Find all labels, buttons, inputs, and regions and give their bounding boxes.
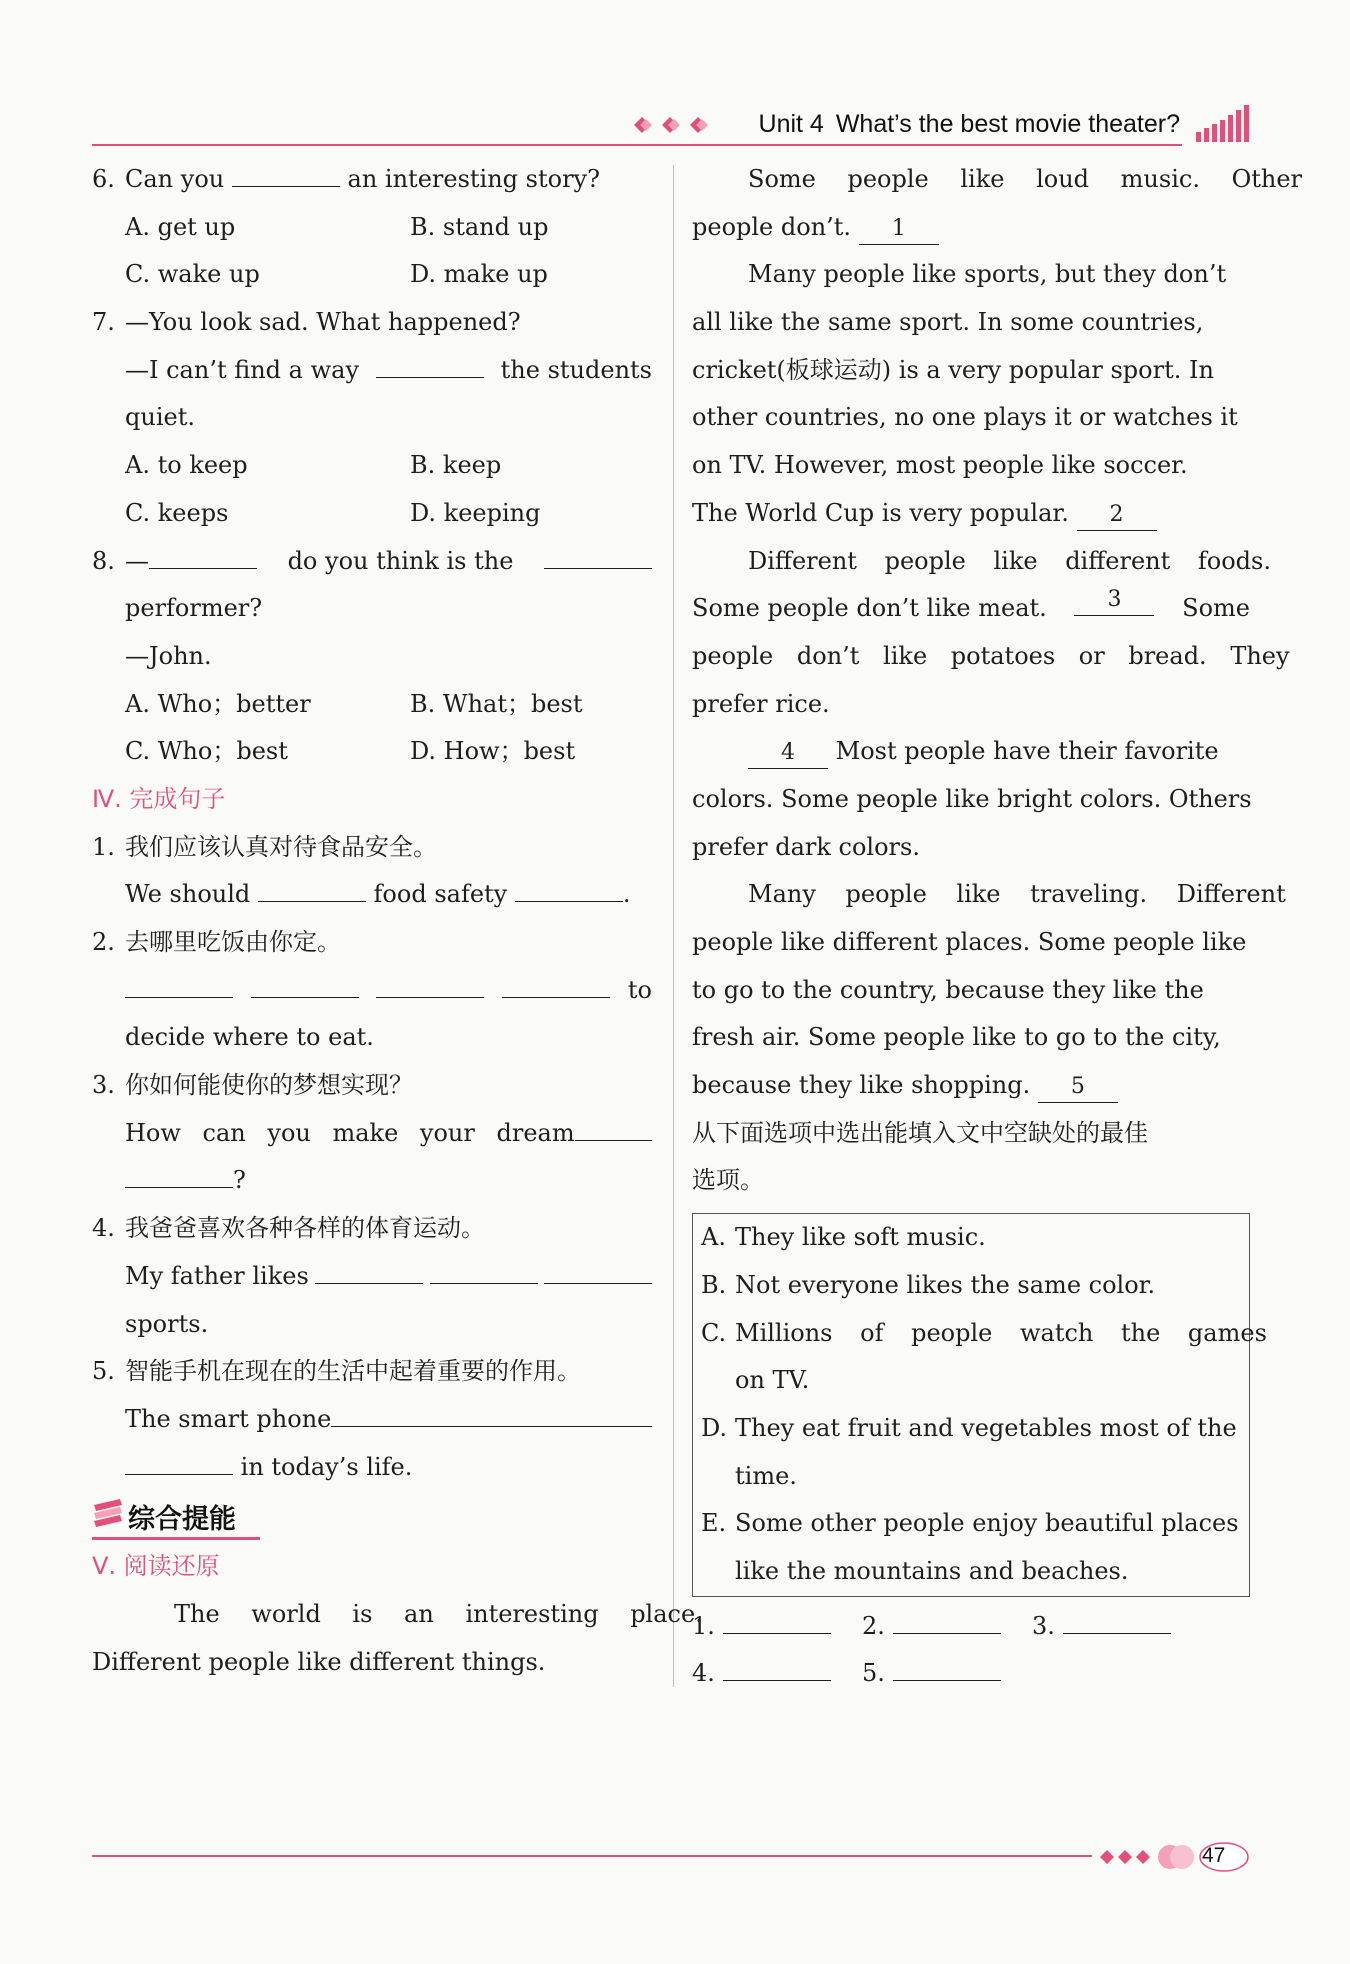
section-banner-comprehensive: [92, 1491, 652, 1543]
answer-blank[interactable]: [544, 1253, 652, 1284]
book-stack-icon: [92, 1495, 126, 1535]
q8-dash: —: [125, 546, 149, 575]
answer-blank[interactable]: [376, 347, 484, 378]
option-text: They eat fruit and vegetables most of the: [735, 1413, 1237, 1442]
answer-blank[interactable]: [544, 538, 652, 569]
answer-blank[interactable]: [723, 1650, 831, 1681]
passage-p5-l3: to go to the country, because they like the: [692, 975, 1204, 1004]
passage-p1-l1: [692, 156, 1303, 204]
section-underline: [92, 1537, 260, 1540]
s5-answer-text: [125, 1396, 652, 1444]
s1-text-a: We should: [125, 880, 251, 909]
question-number: 6.: [92, 165, 115, 193]
page-badge-icon: [1096, 1842, 1252, 1872]
option-b[interactable]: B. keep: [410, 451, 502, 480]
header-rule: [92, 144, 1182, 146]
answer-number: 5.: [862, 1659, 885, 1688]
answer-blank[interactable]: [125, 1157, 233, 1188]
sentence-3: [92, 1062, 652, 1110]
chinese-prompt: 你如何能使你的梦想实现？: [125, 1071, 413, 1100]
answer-blank[interactable]: [502, 967, 610, 998]
answer-blank-1[interactable]: 1: [859, 214, 939, 245]
s3-line3-text: [125, 1157, 652, 1205]
option-d[interactable]: D. keeping: [410, 498, 541, 527]
q7-text-b: the students: [500, 355, 652, 384]
footer-rule: [92, 1855, 1092, 1857]
s1-text-b: food safety: [373, 880, 508, 909]
option-key: A.: [701, 1223, 726, 1252]
answer-blank[interactable]: [232, 156, 340, 187]
answer-blank[interactable]: [1063, 1603, 1171, 1634]
answer-blank[interactable]: [149, 538, 257, 569]
passage-p4-l2: colors. Some people like bright colors. Others: [692, 784, 1252, 813]
item-number: 2.: [92, 928, 115, 956]
s1-period: .: [622, 880, 631, 909]
option-c-cont: [697, 1357, 1245, 1405]
answer-number: 3.: [1032, 1611, 1055, 1640]
passage-p3-l2: [692, 585, 1250, 633]
sentence-5: [92, 1348, 652, 1396]
q8-text-b: performer?: [125, 594, 263, 623]
diamond-icon: [630, 112, 720, 138]
answer-number: 2.: [862, 1611, 885, 1640]
passage-p2-l3: cricket(板球运动) is a very popular sport. In: [692, 355, 1214, 384]
options-box: [692, 1213, 1267, 1597]
answer-blank[interactable]: [545, 1396, 652, 1427]
question-number: 7.: [92, 308, 115, 337]
option-b[interactable]: B. What；best: [410, 689, 583, 718]
option-c[interactable]: C. keeps: [125, 498, 229, 527]
page-number: 47: [1202, 1844, 1226, 1867]
passage-text: Most people have their favorite: [835, 737, 1219, 766]
option-key: D.: [701, 1413, 728, 1442]
q7-options-row-2: [92, 490, 652, 538]
s4-text: My father likes: [125, 1261, 309, 1290]
passage-p2-l1: Many people like sports, but they don’t: [748, 260, 1227, 289]
passage-p5-l5: [692, 1062, 1250, 1110]
answer-slot-4: [692, 1650, 831, 1698]
passage-text: Different people like different foods.: [748, 546, 1271, 575]
unit-title: [759, 110, 1180, 139]
answer-slot-1: [692, 1603, 831, 1651]
instruction-line-2: 选项。: [692, 1166, 764, 1195]
answer-blank-3[interactable]: 3: [1074, 585, 1154, 616]
sentence-3-answer: [92, 1110, 652, 1158]
passage-p5-l1: [692, 871, 1286, 919]
sentence-4: [92, 1205, 652, 1253]
question-6: [92, 156, 652, 204]
section-title: 综合提能: [128, 1504, 236, 1536]
answer-blank[interactable]: [258, 871, 366, 902]
option-key: E.: [701, 1509, 727, 1538]
option-d[interactable]: D. How；best: [410, 737, 576, 766]
passage-p5-l4: fresh air. Some people like to go to the city,: [692, 1023, 1221, 1052]
answer-slot-5: [862, 1650, 1001, 1698]
option-d-row[interactable]: [697, 1405, 1245, 1453]
q7-options-row-1: [92, 442, 652, 490]
unit-heading: What’s the best movie theater?: [835, 110, 1180, 138]
option-key: C.: [701, 1318, 727, 1347]
q7-line1: —You look sad. What happened?: [125, 308, 521, 337]
answer-blank[interactable]: [438, 1396, 545, 1427]
passage-p3-l1: [692, 538, 1271, 586]
answer-blank[interactable]: [893, 1603, 1001, 1634]
answer-blank[interactable]: [125, 1444, 233, 1475]
option-c[interactable]: C. Who；best: [125, 737, 288, 766]
passage-text: Many people like traveling. Different: [748, 880, 1286, 909]
option-text-cont: on TV.: [735, 1366, 810, 1395]
option-a-row[interactable]: [697, 1214, 1245, 1262]
item-number: 4.: [92, 1214, 115, 1243]
section-heading-reading: Ⅴ. 阅读还原: [92, 1552, 220, 1581]
s2-answer-text: [125, 967, 652, 1015]
p3-l2-text: [692, 585, 1250, 633]
answer-blank[interactable]: [251, 967, 359, 998]
sentence-4-line3: [92, 1301, 652, 1349]
q7-text-a: —I can’t find a way: [125, 355, 360, 384]
passage-text: Some people don’t like meat.: [692, 594, 1047, 623]
answer-blank-4[interactable]: 4: [748, 738, 828, 769]
reading-text: The world is an interesting place.: [174, 1599, 703, 1628]
option-c[interactable]: C. wake up: [125, 260, 260, 289]
answer-blank[interactable]: [125, 967, 233, 998]
passage-text: because they like shopping.: [692, 1071, 1031, 1100]
option-d[interactable]: D. make up: [410, 260, 548, 289]
q7-text-c: quiet.: [125, 403, 195, 432]
item-number: 3.: [92, 1071, 115, 1100]
passage-text: Some: [1182, 594, 1250, 623]
answer-blank[interactable]: [315, 1253, 423, 1284]
right-column: [692, 156, 1303, 1698]
answer-blank-2[interactable]: 2: [1077, 500, 1157, 531]
q6-text-b: an interesting story?: [347, 165, 600, 193]
page-header: [92, 100, 1252, 148]
sentence-2-answer: [92, 967, 652, 1015]
option-d-cont: [697, 1453, 1245, 1501]
section-heading-complete-sentences: Ⅳ. 完成句子: [92, 784, 226, 813]
option-text-cont: like the mountains and beaches.: [735, 1556, 1129, 1585]
option-a[interactable]: A. to keep: [125, 451, 248, 480]
s3-question-mark: ?: [233, 1166, 246, 1195]
sentence-1: [92, 824, 652, 872]
p1-l1-text: [748, 156, 1303, 204]
answer-row-1: [692, 1603, 1250, 1651]
s3-answer-text: [125, 1110, 652, 1158]
passage-p1-l2: [692, 204, 1250, 252]
option-e-cont: [697, 1548, 1245, 1596]
answer-blank[interactable]: [723, 1603, 831, 1634]
s5-text: The smart phone: [125, 1404, 332, 1433]
chinese-prompt: 我们应该认真对待食品安全。: [125, 832, 437, 861]
answer-blank[interactable]: [515, 871, 623, 902]
sentence-2-line3: [92, 1014, 652, 1062]
item-number: 5.: [92, 1357, 115, 1386]
passage-p2-l5: on TV. However, most people like soccer.: [692, 451, 1188, 480]
s5-line3-text: [125, 1444, 652, 1492]
answer-number: 4.: [692, 1659, 715, 1688]
option-c-row[interactable]: [697, 1310, 1267, 1358]
passage-p5-l2: people like different places. Some people like: [692, 928, 1247, 956]
reading-line-1: [92, 1591, 703, 1639]
passage-text: The World Cup is very popular.: [692, 498, 1069, 527]
answer-blank[interactable]: [430, 1253, 538, 1284]
answer-blank[interactable]: [575, 1110, 652, 1141]
option-b[interactable]: B. stand up: [410, 212, 549, 241]
answer-slot-3: [1032, 1603, 1171, 1651]
q8-line3: [92, 633, 652, 681]
item-number: 1.: [92, 832, 115, 861]
q6-options-row-2: [92, 251, 652, 299]
sentence-5-answer: [92, 1396, 652, 1444]
sentence-2: [92, 919, 652, 967]
option-a[interactable]: A. Who；better: [125, 689, 311, 718]
sentence-4-answer: [92, 1253, 652, 1301]
sentence-5-line3: [92, 1444, 652, 1492]
answer-row-2: [692, 1650, 1250, 1698]
option-text: Some other people enjoy beautiful places: [735, 1509, 1239, 1538]
question-8: [92, 538, 652, 586]
q7-line3: [92, 394, 652, 442]
q8-options-row-1: [92, 681, 652, 729]
q7-line2: [92, 347, 652, 395]
s2-text: decide where to eat.: [125, 1023, 374, 1052]
option-b-row[interactable]: [697, 1262, 1245, 1310]
question-text: [125, 156, 652, 204]
q8-line1: [125, 538, 652, 586]
option-a[interactable]: A. get up: [125, 212, 236, 241]
passage-p2-l2: all like the same sport. In some countries,: [692, 308, 1204, 337]
reading-line-1-text: [174, 1591, 703, 1639]
q6-options-row-1: [92, 204, 652, 252]
q8-text-c: —John.: [125, 641, 212, 670]
passage-p4-l1: [692, 728, 1250, 776]
chinese-prompt: 我爸爸喜欢各种各样的体育运动。: [125, 1214, 485, 1243]
passage-p4-l3: prefer dark colors.: [692, 832, 920, 861]
passage-p3-l3: [692, 633, 1290, 681]
passage-text: people don’t like potatoes or bread. They: [692, 641, 1290, 670]
question-7: [92, 299, 652, 347]
left-column: [92, 156, 703, 1686]
answer-blank[interactable]: [331, 1396, 438, 1427]
passage-text: people don’t.: [692, 212, 852, 241]
option-text: Millions of people watch the games: [735, 1318, 1267, 1347]
instruction-line-1: 从下面选项中选出能填入文中空缺处的最佳: [692, 1118, 1148, 1147]
reading-line-2: Different people like different things.: [92, 1647, 546, 1676]
column-divider: [673, 165, 674, 1687]
passage-p3-l4: prefer rice.: [692, 689, 830, 718]
s2-to: to: [627, 975, 652, 1004]
s5-text-b: in today’s life.: [240, 1452, 413, 1481]
passage-text: Some people like loud music. Other: [748, 165, 1303, 193]
option-text: Not everyone likes the same color.: [735, 1270, 1156, 1299]
p4-l1-text: [748, 728, 1219, 776]
sentence-3-line3: [92, 1157, 652, 1205]
s4-text-b: sports.: [125, 1309, 209, 1338]
answer-blank-5[interactable]: 5: [1038, 1072, 1118, 1103]
answer-slot-2: [862, 1603, 1001, 1651]
s4-answer-text: [125, 1253, 652, 1301]
s1-answer-text: [125, 871, 652, 919]
q8-text-a: do you think is the: [287, 546, 514, 575]
q8-line2: [92, 585, 652, 633]
passage-p2-l6: [692, 490, 1250, 538]
answer-number: 1.: [692, 1611, 715, 1640]
sentence-1-answer: [92, 871, 652, 919]
answer-blank[interactable]: [376, 967, 484, 998]
option-text-cont: time.: [735, 1461, 797, 1490]
passage-p2-l4: other countries, no one plays it or watches it: [692, 403, 1238, 432]
option-key: B.: [701, 1270, 727, 1299]
signal-bars-icon: [1194, 104, 1252, 144]
question-number: 8.: [92, 546, 115, 575]
unit-label: Unit 4: [758, 110, 824, 138]
q8-options-row-2: [92, 728, 652, 776]
s3-text: How can you make your dream: [125, 1118, 575, 1147]
chinese-prompt: 去哪里吃饭由你定。: [125, 928, 341, 956]
option-text: They like soft music.: [735, 1223, 986, 1252]
q7-line2-text: [125, 347, 652, 395]
option-e-row[interactable]: [697, 1500, 1245, 1548]
q6-text-a: Can you: [125, 165, 225, 193]
chinese-prompt: 智能手机在现在的生活中起着重要的作用。: [125, 1357, 581, 1386]
answer-blank[interactable]: [893, 1650, 1001, 1681]
